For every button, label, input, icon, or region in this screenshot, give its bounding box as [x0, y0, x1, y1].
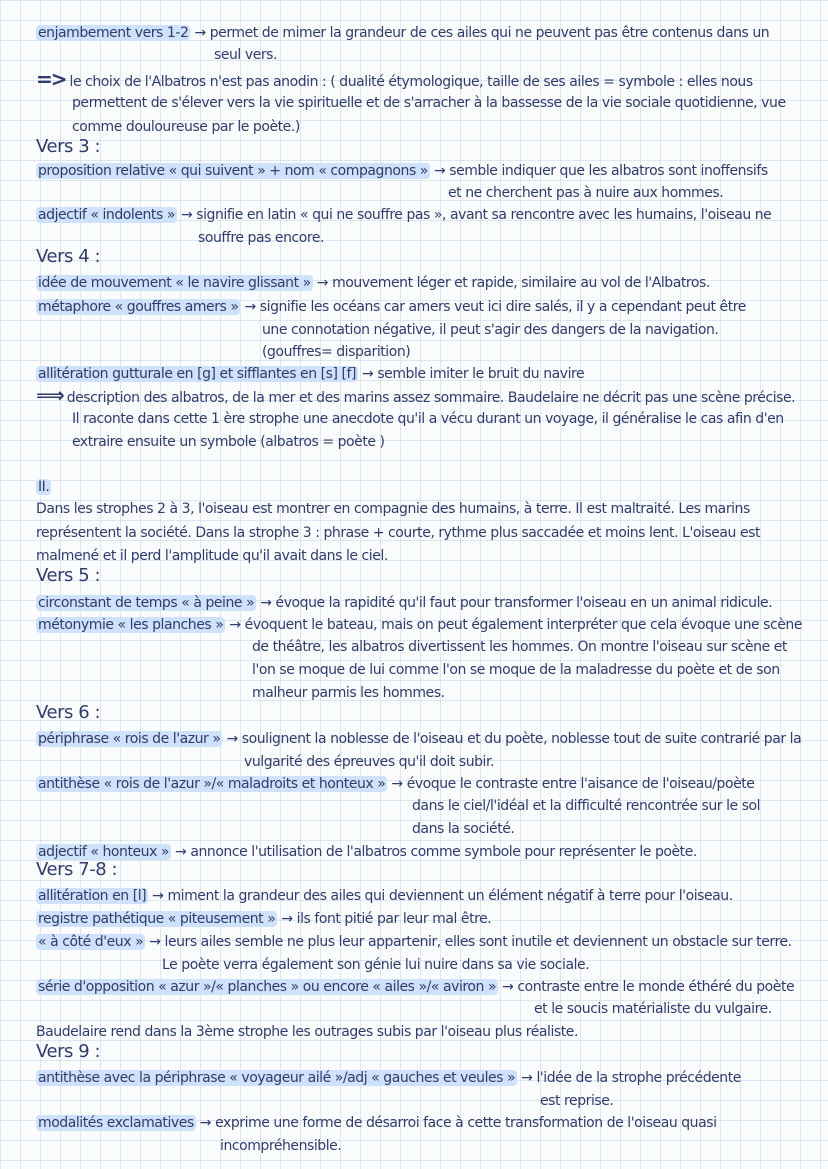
note-line: [36, 978, 794, 996]
note-line: [244, 753, 494, 771]
highlighted-term: idée de mouvement « le navire glissant »: [38, 275, 311, 291]
note-line: [72, 118, 300, 136]
verse-heading: [36, 567, 100, 585]
note-text: incompréhensible.: [220, 1138, 342, 1154]
note-line: [214, 46, 277, 64]
note-text: semble imiter le bruit du navire: [377, 366, 585, 382]
note-line: [36, 616, 802, 634]
verse-heading-text: Vers 9 :: [36, 1041, 101, 1062]
note-text: annonce l'utilisation de l'albatros comme symbole pour représenter le poète.: [190, 844, 697, 860]
highlighted-term: allitération en [l]: [38, 888, 147, 904]
note-text: Il raconte dans cette 1 ère strophe une anecdote qu'il a vécu durant un voyage, il généralise le cas afin d'en: [72, 411, 784, 427]
note-line: [72, 94, 786, 112]
verse-heading: [36, 138, 100, 156]
arrow-icon: →: [199, 1115, 212, 1131]
note-line: [36, 383, 796, 407]
paragraph-line: [36, 547, 388, 565]
highlighted-term: registre pathétique « piteusement »: [38, 911, 276, 927]
note-text: l'idée de la strophe précédente: [536, 1070, 741, 1086]
note-text: souffre pas encore.: [198, 230, 325, 246]
note-line: [72, 410, 784, 428]
note-line: [252, 638, 787, 656]
note-text: évoquent le bateau, mais on peut également interpréter que cela évoque une scène: [244, 617, 802, 633]
note-text: (gouffres= disparition): [262, 344, 411, 360]
note-line: [252, 661, 780, 679]
note-text: miment la grandeur des ailes qui deviennent un élément négatif à terre pour l'oiseau.: [167, 888, 733, 904]
note-text: et le soucis matérialiste du vulgaire.: [534, 1001, 772, 1017]
note-line: [198, 229, 324, 247]
double-arrow-icon: =>: [36, 67, 66, 91]
arrow-icon: →: [149, 934, 161, 950]
note-text: une connotation négative, il peut s'agir des dangers de la navigation.: [262, 322, 719, 338]
note-text: mouvement léger et rapide, similaire au vol de l'Albatros.: [332, 275, 710, 291]
note-text: seul vers.: [214, 47, 278, 63]
note-line: [252, 684, 445, 702]
arrow-icon: →: [226, 731, 238, 747]
arrow-icon: →: [521, 1070, 533, 1086]
note-line: [36, 365, 584, 383]
verse-heading: [36, 861, 117, 879]
note-line: [36, 910, 491, 928]
note-text: ils font pitié par leur mal être.: [296, 911, 492, 927]
verse-heading-text: Vers 6 :: [36, 702, 101, 723]
arrow-icon: →: [229, 617, 241, 633]
arrow-icon: →: [362, 366, 374, 382]
paragraph-line: [36, 1023, 578, 1041]
highlighted-term: antithèse avec la périphrase « voyageur ailé »/adj « gauches et veules »: [38, 1070, 516, 1086]
section-number: II.: [38, 479, 50, 495]
note-text: leurs ailes semble ne plus leur appartenir, elles sont inutile et deviennent un obstacle sur terre.: [164, 934, 792, 950]
paragraph-line: [36, 524, 760, 542]
note-line: [540, 1092, 613, 1110]
note-text: de théâtre, les albatros divertissent les hommes. On montre l'oiseau sur scène et: [252, 639, 787, 655]
verse-heading: [36, 1043, 100, 1061]
note-line: [448, 184, 723, 202]
verse-heading: [36, 704, 100, 722]
note-line: [162, 956, 589, 974]
verse-heading: [36, 248, 100, 266]
note-line: [36, 298, 746, 316]
note-line: [412, 797, 760, 815]
note-text: permet de mimer la grandeur de ces ailes qui ne peuvent pas être contenus dans un: [209, 25, 770, 41]
note-line: [36, 843, 697, 861]
arrow-icon: →: [281, 911, 293, 927]
note-text: exprime une forme de désarroi face à cette transformation de l'oiseau quasi: [215, 1115, 717, 1131]
arrow-icon: →: [152, 888, 164, 904]
note-line: [36, 1069, 741, 1087]
note-text: Le poète verra également son génie lui nuire dans sa vie sociale.: [162, 957, 590, 973]
note-line: [412, 820, 514, 838]
note-line: [220, 1137, 341, 1155]
note-text: l'on se moque de lui comme l'on se moque de la maladresse du poète et de son: [252, 662, 780, 678]
note-line: [36, 24, 769, 42]
note-text: dans le ciel/l'idéal et la difficulté rencontrée sur le sol: [412, 798, 761, 814]
note-text: vulgarité des épreuves qu'il doit subir.: [244, 754, 495, 770]
highlighted-term: série d'opposition « azur »/« planches » ou encore « ailes »/« aviron »: [38, 979, 497, 995]
note-text: le choix de l'Albatros n'est pas anodin : ( dualité étymologique, taille de ses ailes = symbole : elles nous: [69, 74, 753, 90]
arrow-icon: →: [175, 844, 187, 860]
note-text: évoque la rapidité qu'il faut pour transformer l'oiseau en un animal ridicule.: [275, 595, 773, 611]
arrow-icon: →: [180, 207, 193, 223]
note-text: malheur parmis les hommes.: [252, 685, 445, 701]
highlighted-term: métaphore « gouffres amers »: [38, 299, 239, 315]
note-text: est reprise.: [540, 1093, 614, 1109]
highlighted-term: « à côté d'eux »: [38, 934, 144, 950]
highlighted-term: proposition relative « qui suivent » + nom « compagnons »: [38, 163, 428, 179]
note-line: [262, 321, 718, 339]
paragraph-text: malmené et il perd l'amplitude qu'il avait dans le ciel.: [36, 548, 388, 564]
note-line: [72, 433, 385, 451]
highlighted-term: circonstant de temps « à peine »: [38, 595, 255, 611]
highlighted-term: allitération gutturale en [g] et sifflantes en [s] [f]: [38, 366, 356, 382]
note-text: extraire ensuite un symbole (albatros = poète ): [72, 434, 385, 450]
note-text: permettent de s'élever vers la vie spirituelle et de s'arracher à la bassesse de la vie sociale quotidienne, vue: [72, 95, 786, 111]
highlighted-term: antithèse « rois de l'azur »/« maladroits et honteux »: [38, 776, 386, 792]
note-line: [36, 887, 733, 905]
note-text: dans la société.: [412, 821, 515, 837]
arrow-icon: →: [260, 595, 272, 611]
note-text: contraste entre le monde éthéré du poète: [517, 979, 795, 995]
note-line: [36, 933, 792, 951]
note-line: [36, 67, 753, 91]
paragraph-text: Baudelaire rend dans la 3ème strophe les outrages subis par l'oiseau plus réaliste.: [36, 1024, 578, 1040]
note-line: [36, 594, 772, 612]
highlighted-term: modalités exclamatives: [38, 1115, 194, 1131]
note-text: description des albatros, de la mer et des marins assez sommaire. Baudelaire ne décrit pas une scène précise.: [66, 390, 796, 406]
verse-heading-text: Vers 3 :: [36, 136, 101, 157]
verse-heading-text: Vers 7-8 :: [36, 859, 118, 880]
highlighted-term: périphrase « rois de l'azur »: [38, 731, 221, 747]
note-text: signifie les océans car amers veut ici dire salés, il y a cependant peut être: [259, 299, 746, 315]
note-line: [36, 206, 771, 224]
verse-heading-text: Vers 4 :: [36, 246, 101, 267]
note-line: [36, 730, 801, 748]
note-line: [36, 1114, 717, 1132]
arrow-icon: →: [244, 299, 256, 315]
note-line: [36, 274, 710, 292]
arrow-icon: →: [433, 163, 446, 179]
section-heading: [36, 478, 51, 496]
note-text: semble indiquer que les albatros sont inoffensifs: [449, 163, 768, 179]
note-line: [262, 343, 410, 361]
note-text: signifie en latin « qui ne souffre pas », avant sa rencontre avec les humains, l'oiseau ne: [196, 207, 772, 223]
note-line: [534, 1000, 772, 1018]
arrow-icon: →: [391, 776, 403, 792]
double-arrow-icon: ⟹: [36, 383, 63, 407]
note-text: comme douloureuse par le poète.): [72, 119, 300, 135]
highlighted-term: enjambement vers 1-2: [38, 25, 189, 41]
paragraph-text: Dans les strophes 2 à 3, l'oiseau est montrer en compagnie des humains, à terre. Il est maltraité. Les marins: [36, 501, 750, 517]
arrow-icon: →: [316, 275, 329, 291]
note-text: et ne cherchent pas à nuire aux hommes.: [448, 185, 724, 201]
note-line: [36, 162, 768, 180]
note-line: [36, 775, 754, 793]
note-text: évoque le contraste entre l'aisance de l'oiseau/poète: [406, 776, 755, 792]
highlighted-term: adjectif « honteux »: [38, 844, 170, 860]
verse-heading-text: Vers 5 :: [36, 565, 101, 586]
highlighted-term: métonymie « les planches »: [38, 617, 224, 633]
arrow-icon: →: [502, 979, 514, 995]
paragraph-text: représentent la société. Dans la strophe 3 : phrase + courte, rythme plus saccadée et moins lent. L'oiseau est: [36, 525, 761, 541]
note-text: soulignent la noblesse de l'oiseau et du poète, noblesse tout de suite contrarié par la: [241, 731, 802, 747]
arrow-icon: →: [194, 25, 206, 41]
highlighted-term: adjectif « indolents »: [38, 207, 175, 223]
paragraph-line: [36, 500, 750, 518]
